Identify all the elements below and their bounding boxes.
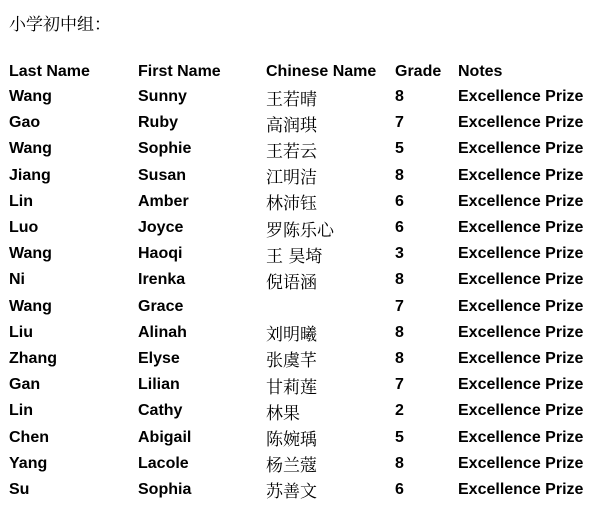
cell-first-name: Elyse: [138, 349, 180, 367]
table-header-row: [9, 60, 594, 84]
cell-grade: 7: [395, 376, 404, 394]
cell-chinese-name: 林沛钰: [266, 194, 317, 215]
cell-chinese-name: 罗陈乐心: [266, 220, 334, 241]
table-row: [9, 451, 594, 477]
cell-last-name: Wang: [9, 297, 52, 315]
column-header-notes: Notes: [458, 63, 503, 80]
cell-notes: Excellence Prize: [458, 402, 584, 420]
cell-grade: 5: [395, 140, 404, 158]
cell-last-name: Lin: [9, 192, 33, 210]
cell-first-name: Lilian: [138, 376, 180, 394]
cell-first-name: Sophia: [138, 480, 192, 498]
cell-first-name: Lacole: [138, 454, 189, 472]
cell-grade: 2: [395, 402, 404, 420]
cell-first-name: Grace: [138, 297, 184, 315]
cell-chinese-name: 高润琪: [266, 115, 317, 136]
table-row: [9, 241, 594, 267]
cell-last-name: Gao: [9, 114, 41, 132]
cell-last-name: Ni: [9, 271, 25, 289]
cell-chinese-name: 江明洁: [266, 168, 317, 189]
cell-grade: 6: [395, 480, 404, 498]
cell-first-name: Alinah: [138, 323, 187, 341]
cell-notes: Excellence Prize: [458, 271, 584, 289]
cell-first-name: Irenka: [138, 271, 186, 289]
cell-grade: 5: [395, 428, 404, 446]
column-header-first-name: First Name: [138, 63, 221, 80]
table-row: [9, 267, 594, 293]
cell-grade: 3: [395, 245, 404, 263]
table-row: [9, 372, 594, 398]
table-row: [9, 84, 594, 110]
cell-grade: 7: [395, 297, 404, 315]
cell-notes: Excellence Prize: [458, 480, 584, 498]
cell-last-name: Zhang: [9, 349, 57, 367]
cell-first-name: Joyce: [138, 219, 184, 237]
cell-last-name: Wang: [9, 245, 52, 263]
cell-last-name: Chen: [9, 428, 49, 446]
column-header-chinese-name: Chinese Name: [266, 63, 377, 80]
table-row: [9, 424, 594, 450]
cell-last-name: Jiang: [9, 166, 51, 184]
cell-last-name: Su: [9, 480, 30, 498]
cell-last-name: Yang: [9, 454, 48, 472]
cell-grade: 8: [395, 88, 404, 106]
table-row: [9, 398, 594, 424]
cell-first-name: Amber: [138, 192, 189, 210]
cell-first-name: Ruby: [138, 114, 178, 132]
cell-notes: Excellence Prize: [458, 454, 584, 472]
cell-chinese-name: 王若晴: [266, 89, 317, 110]
table-row: [9, 136, 594, 162]
table-row: [9, 320, 594, 346]
cell-last-name: Luo: [9, 219, 39, 237]
table-row: [9, 346, 594, 372]
cell-notes: Excellence Prize: [458, 192, 584, 210]
cell-chinese-name: 杨兰蔻: [266, 456, 317, 477]
prize-table: [9, 60, 594, 503]
cell-first-name: Sunny: [138, 88, 187, 106]
cell-notes: Excellence Prize: [458, 245, 584, 263]
cell-notes: Excellence Prize: [458, 219, 584, 237]
cell-last-name: Liu: [9, 323, 33, 341]
cell-chinese-name: [266, 294, 395, 320]
column-header-grade: Grade: [395, 63, 442, 80]
cell-chinese-name: 苏善文: [266, 482, 317, 503]
cell-chinese-name: 张虞芊: [266, 351, 317, 372]
table-row: [9, 215, 594, 241]
table-row: [9, 294, 594, 320]
cell-chinese-name: 甘莉莲: [266, 377, 317, 398]
cell-notes: Excellence Prize: [458, 376, 584, 394]
cell-notes: Excellence Prize: [458, 428, 584, 446]
column-header-last-name: Last Name: [9, 63, 90, 80]
table-row: [9, 163, 594, 189]
cell-last-name: Wang: [9, 88, 52, 106]
cell-last-name: Gan: [9, 376, 41, 394]
cell-notes: Excellence Prize: [458, 88, 584, 106]
cell-first-name: Susan: [138, 166, 187, 184]
cell-chinese-name: 陈婉瑀: [266, 430, 317, 451]
cell-first-name: Sophie: [138, 140, 192, 158]
table-row: [9, 110, 594, 136]
cell-grade: 6: [395, 192, 404, 210]
cell-notes: Excellence Prize: [458, 140, 584, 158]
cell-grade: 8: [395, 323, 404, 341]
cell-grade: 8: [395, 166, 404, 184]
table-row: [9, 477, 594, 503]
cell-notes: Excellence Prize: [458, 323, 584, 341]
cell-first-name: Cathy: [138, 402, 183, 420]
cell-chinese-name: 王若云: [266, 141, 317, 162]
cell-first-name: Haoqi: [138, 245, 183, 263]
cell-chinese-name: 王 昊埼: [266, 246, 323, 267]
cell-last-name: Lin: [9, 402, 33, 420]
cell-notes: Excellence Prize: [458, 297, 584, 315]
cell-notes: Excellence Prize: [458, 166, 584, 184]
cell-notes: Excellence Prize: [458, 114, 584, 132]
cell-grade: 8: [395, 349, 404, 367]
cell-last-name: Wang: [9, 140, 52, 158]
cell-grade: 8: [395, 454, 404, 472]
table-body: [9, 84, 594, 503]
cell-first-name: Abigail: [138, 428, 192, 446]
cell-chinese-name: 倪语涵: [266, 272, 317, 293]
cell-notes: Excellence Prize: [458, 349, 584, 367]
table-row: [9, 189, 594, 215]
cell-grade: 7: [395, 114, 404, 132]
cell-chinese-name: 刘明曦: [266, 325, 317, 346]
page-title: 小学初中组：: [9, 15, 111, 35]
cell-grade: 6: [395, 219, 404, 237]
cell-chinese-name: 林果: [266, 403, 300, 424]
cell-grade: 8: [395, 271, 404, 289]
